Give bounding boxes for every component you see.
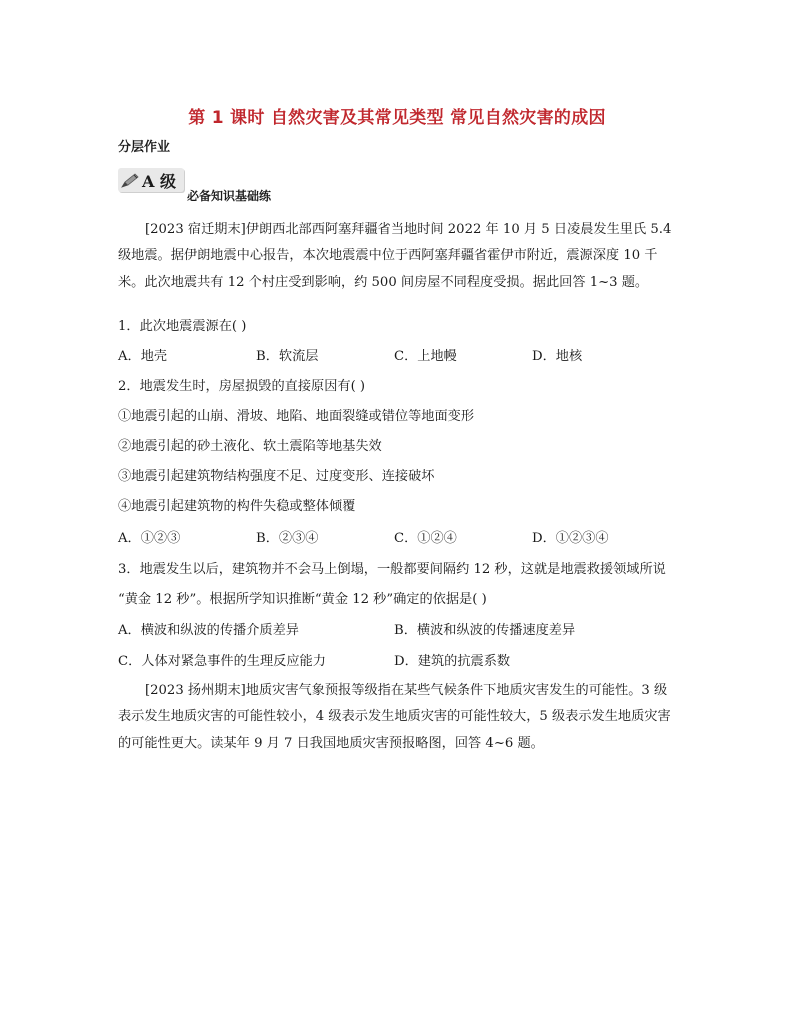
section-label: 必备知识基础练: [187, 189, 272, 203]
q2-item-2: ②地震引起的砂土液化、软土震陷等地基失效: [118, 439, 382, 454]
q2-option-b: B．②③④: [256, 531, 319, 546]
question-2-stem: 2．地震发生时，房屋损毁的直接原因有( ): [118, 379, 366, 394]
q2-item-1: ①地震引起的山崩、滑坡、地陷、地面裂缝或错位等地面变形: [118, 409, 475, 424]
passage-1: [2023 宿迁期末]伊朗西北部西阿塞拜疆省当地时间 2022 年 10 月 5 日凌晨发生里氏 5.4 级地震。据伊朗地震中心报告，本次地震震中位于西阿塞拜疆省霍伊市附近，震源深度 10 千米。此次地震共有 12 个村庄受到影响，约 500 间房屋不同程度受损。据此回答 1~3 题。: [118, 222, 672, 290]
level-badge: [118, 166, 188, 196]
question-3-stem-line-1: 3．地震发生以后，建筑物并不会马上倒塌，一般都要间隔约 12 秒，这就是地震救援领域所说: [118, 562, 666, 577]
question-1-stem: 1．此次地震震源在( ): [118, 319, 247, 334]
level-badge-text: A 级: [142, 172, 176, 191]
q1-option-b: B．软流层: [256, 349, 319, 364]
q1-option-c: C．上地幔: [394, 349, 457, 364]
q1-option-a: A．地壳: [118, 349, 168, 364]
question-3-stem-line-2: “黄金 12 秒”。根据所学知识推断“黄金 12 秒”确定的依据是( ): [118, 592, 487, 607]
q3-option-d: D．建筑的抗震系数: [394, 654, 511, 669]
q1-option-d: D．地核: [532, 349, 583, 364]
q2-item-4: ④地震引起建筑物的构件失稳或整体倾覆: [118, 499, 356, 514]
passage-2: [2023 扬州期末]地质灾害气象预报等级指在某些气候条件下地质灾害发生的可能性。3 级表示发生地质灾害的可能性较小，4 级表示发生地质灾害的可能性较大，5 级表示发生地质灾害的可能性更大。读某年 9 月 7 日我国地质灾害预报略图，回答 4~6 题。: [118, 683, 671, 751]
q3-option-a: A．横波和纵波的传播介质差异: [118, 623, 299, 638]
pencil-icon: [120, 171, 142, 189]
q3-option-b: B．横波和纵波的传播速度差异: [394, 623, 576, 638]
q2-option-c: C．①②④: [394, 531, 457, 546]
page-title: 第 1 课时 自然灾害及其常见类型 常见自然灾害的成因: [188, 108, 606, 128]
q2-option-a: A．①②③: [118, 531, 181, 546]
q2-option-d: D．①②③④: [532, 531, 609, 546]
layer-label: 分层作业: [118, 140, 171, 155]
q3-option-c: C．人体对紧急事件的生理反应能力: [118, 654, 326, 669]
q2-item-3: ③地震引起建筑物结构强度不足、过度变形、连接破坏: [118, 469, 435, 484]
